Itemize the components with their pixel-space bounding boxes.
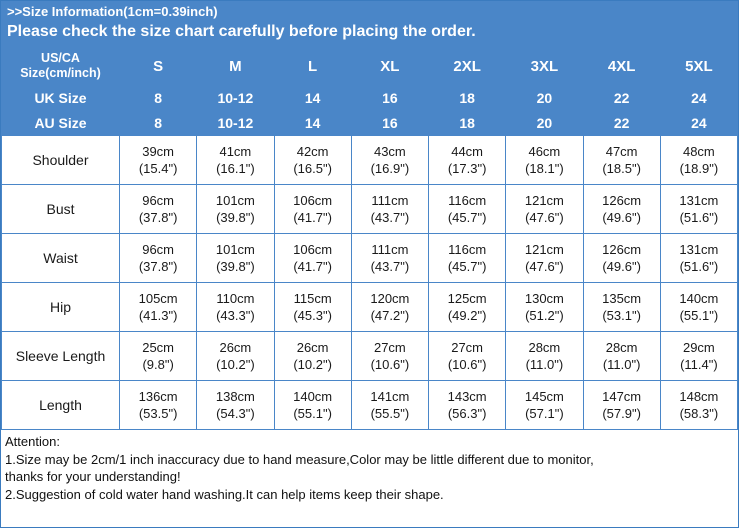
measurement-inch: (11.0") — [525, 357, 564, 372]
measurement-cell — [351, 283, 428, 332]
measurement-cell — [583, 136, 660, 185]
measurement-cell — [583, 185, 660, 234]
measurement-cell — [506, 381, 583, 430]
measurement-cell — [583, 381, 660, 430]
measurement-cm: 46cm — [528, 144, 561, 159]
measurement-cm: 140cm — [293, 389, 333, 404]
measurement-cm: 105cm — [138, 291, 178, 306]
measurement-inch: (47.6") — [525, 259, 564, 274]
measurement-inch: (18.5") — [602, 161, 641, 176]
measurement-inch: (16.1") — [216, 161, 255, 176]
row-label: Shoulder — [2, 136, 120, 185]
uk-size-cell: 14 — [274, 86, 351, 111]
measurement-cm: 130cm — [524, 291, 564, 306]
table-row-uk-size — [2, 86, 738, 111]
measurement-cm: 126cm — [602, 242, 642, 257]
measurement-inch: (53.5") — [138, 406, 178, 421]
measurement-inch: (15.4") — [138, 161, 178, 176]
measurement-cell — [197, 136, 274, 185]
au-size-cell: 20 — [506, 111, 583, 136]
size-header-cell: 2XL — [429, 47, 506, 86]
measurement-cm: 141cm — [370, 389, 410, 404]
measurement-inch: (11.0") — [602, 357, 641, 372]
measurement-cm: 111cm — [371, 242, 409, 257]
measurement-cm: 96cm — [142, 242, 175, 257]
measurement-inch: (17.3") — [447, 161, 487, 176]
measurement-cm: 47cm — [605, 144, 638, 159]
measurement-inch: (51.6") — [679, 210, 719, 225]
measurement-cell — [274, 136, 351, 185]
measurement-cm: 29cm — [682, 340, 715, 355]
uk-size-cell: 24 — [660, 86, 737, 111]
measurement-cm: 140cm — [679, 291, 719, 306]
corner-label-line2: Size(cm/inch) — [20, 66, 101, 80]
row-label: Sleeve Length — [2, 332, 120, 381]
measurement-cm: 26cm — [219, 340, 252, 355]
table-row-au-size — [2, 111, 738, 136]
measurement-inch: (18.9") — [679, 161, 719, 176]
measurement-cell — [506, 234, 583, 283]
size-header-cell: M — [197, 47, 274, 86]
measurement-cm: 143cm — [447, 389, 487, 404]
measurement-cell — [274, 381, 351, 430]
size-header-cell: 4XL — [583, 47, 660, 86]
measurement-inch: (57.9") — [602, 406, 641, 421]
measurement-cm: 48cm — [682, 144, 715, 159]
measurement-cell — [197, 332, 274, 381]
measurement-inch: (43.7") — [370, 210, 410, 225]
measurement-cm: 135cm — [602, 291, 642, 306]
table-row — [2, 234, 738, 283]
attention-note-2: 2.Suggestion of cold water hand washing.It can help items keep their shape. — [5, 486, 444, 502]
measurement-cm: 121cm — [524, 193, 564, 208]
corner-label-line1: US/CA — [41, 51, 80, 65]
measurement-cell — [660, 136, 737, 185]
measurement-cell — [274, 234, 351, 283]
measurement-inch: (55.5") — [370, 406, 410, 421]
measurement-cell — [583, 283, 660, 332]
table-row — [2, 332, 738, 381]
au-size-cell: 10-12 — [197, 111, 274, 136]
measurement-inch: (10.2") — [216, 357, 255, 372]
measurement-cell — [429, 185, 506, 234]
measurement-cm: 106cm — [293, 242, 333, 257]
measurement-cm: 25cm — [142, 340, 175, 355]
au-size-label: AU Size — [2, 111, 120, 136]
measurement-cm: 116cm — [448, 193, 487, 208]
measurement-cm: 126cm — [602, 193, 642, 208]
measurement-inch: (49.6") — [602, 210, 641, 225]
size-header-cell: S — [120, 47, 197, 86]
measurement-inch: (16.5") — [293, 161, 332, 176]
measurement-cell — [506, 185, 583, 234]
size-header-cell: 3XL — [506, 47, 583, 86]
measurement-inch: (47.2") — [370, 308, 410, 323]
attention-title: Attention: — [5, 434, 60, 449]
measurement-cm: 131cm — [679, 242, 719, 257]
measurement-inch: (53.1") — [602, 308, 641, 323]
measurement-cm: 138cm — [215, 389, 255, 404]
measurement-inch: (16.9") — [370, 161, 410, 176]
measurement-inch: (37.8") — [138, 210, 178, 225]
measurement-inch: (54.3") — [216, 406, 255, 421]
measurement-cell — [197, 185, 274, 234]
uk-size-cell: 16 — [351, 86, 428, 111]
au-size-cell: 18 — [429, 111, 506, 136]
measurement-inch: (51.2") — [525, 308, 564, 323]
measurement-cell — [197, 234, 274, 283]
au-size-cell: 14 — [274, 111, 351, 136]
attention-note-1-cont: thanks for your understanding! — [5, 469, 181, 484]
chart-header — [1, 1, 738, 46]
measurement-cell — [197, 381, 274, 430]
measurement-cm: 41cm — [219, 144, 252, 159]
uk-size-cell: 8 — [120, 86, 197, 111]
measurement-cm: 136cm — [138, 389, 178, 404]
measurement-cell — [120, 234, 197, 283]
measurement-cell — [120, 185, 197, 234]
measurement-cell — [429, 234, 506, 283]
measurement-cm: 111cm — [371, 193, 409, 208]
measurement-cm: 121cm — [524, 242, 564, 257]
measurement-cell — [429, 283, 506, 332]
measurement-cell — [660, 332, 737, 381]
measurement-inch: (49.6") — [602, 259, 641, 274]
measurement-inch: (41.7") — [293, 259, 332, 274]
measurement-inch: (45.7") — [447, 210, 487, 225]
row-label: Waist — [2, 234, 120, 283]
measurement-cell — [429, 332, 506, 381]
measurement-inch: (55.1") — [293, 406, 332, 421]
attention-note-1: 1.Size may be 2cm/1 inch inaccuracy due to hand measure,Color may be little different due to monitor, — [5, 451, 594, 467]
measurement-inch: (39.8") — [216, 210, 255, 225]
measurement-cell — [274, 332, 351, 381]
uk-size-cell: 10-12 — [197, 86, 274, 111]
measurements-table — [1, 46, 738, 430]
measurement-cell — [274, 185, 351, 234]
measurement-inch: (9.8") — [142, 357, 174, 372]
measurement-cell — [429, 136, 506, 185]
size-header-cell: XL — [351, 47, 428, 86]
measurement-inch: (45.7") — [447, 259, 487, 274]
measurement-cell — [351, 332, 428, 381]
uk-size-cell: 20 — [506, 86, 583, 111]
measurement-cell — [351, 381, 428, 430]
measurement-cm: 101cm — [215, 193, 255, 208]
measurement-cm: 42cm — [296, 144, 329, 159]
uk-size-label: UK Size — [2, 86, 120, 111]
measurement-inch: (43.7") — [370, 259, 410, 274]
measurement-cm: 27cm — [373, 340, 406, 355]
table-header-row-sizes — [2, 47, 738, 86]
measurement-inch: (41.3") — [138, 308, 178, 323]
measurement-inch: (55.1") — [679, 308, 719, 323]
measurement-cm: 43cm — [373, 144, 406, 159]
au-size-cell: 24 — [660, 111, 737, 136]
measurement-cell — [274, 283, 351, 332]
uk-size-cell: 18 — [429, 86, 506, 111]
measurement-cm: 39cm — [142, 144, 175, 159]
measurement-cell — [660, 283, 737, 332]
measurement-cm: 26cm — [296, 340, 329, 355]
row-label: Length — [2, 381, 120, 430]
size-information-title: >>Size Information(1cm=0.39inch) — [7, 4, 218, 19]
measurement-cell — [660, 185, 737, 234]
measurement-cm: 120cm — [370, 291, 410, 306]
measurement-inch: (47.6") — [525, 210, 564, 225]
au-size-cell: 16 — [351, 111, 428, 136]
table-row — [2, 381, 738, 430]
size-chart-notice: Please check the size chart carefully before placing the order. — [7, 23, 476, 40]
measurement-inch: (49.2") — [447, 308, 487, 323]
measurement-inch: (41.7") — [293, 210, 332, 225]
measurement-cm: 106cm — [293, 193, 333, 208]
measurement-cell — [351, 234, 428, 283]
measurement-cell — [120, 332, 197, 381]
measurement-cell — [351, 185, 428, 234]
measurement-cm: 125cm — [447, 291, 487, 306]
measurement-cell — [506, 136, 583, 185]
measurement-cm: 96cm — [142, 193, 175, 208]
measurement-inch: (11.4") — [680, 357, 718, 372]
measurement-inch: (57.1") — [525, 406, 564, 421]
measurement-cm: 27cm — [451, 340, 484, 355]
measurement-inch: (43.3") — [216, 308, 255, 323]
measurement-cm: 101cm — [215, 242, 255, 257]
measurement-cell — [120, 136, 197, 185]
measurement-cm: 115cm — [293, 291, 332, 306]
measurement-cell — [583, 234, 660, 283]
size-header-cell: L — [274, 47, 351, 86]
au-size-cell: 22 — [583, 111, 660, 136]
measurement-cell — [197, 283, 274, 332]
measurement-cell — [120, 381, 197, 430]
table-row — [2, 136, 738, 185]
measurement-inch: (39.8") — [216, 259, 255, 274]
table-row — [2, 283, 738, 332]
measurement-inch: (10.2") — [293, 357, 332, 372]
measurement-cell — [583, 332, 660, 381]
corner-label-cell — [2, 47, 120, 86]
measurement-inch: (10.6") — [447, 357, 487, 372]
measurement-cm: 44cm — [451, 144, 484, 159]
measurement-inch: (18.1") — [525, 161, 564, 176]
measurement-cm: 148cm — [679, 389, 719, 404]
measurement-cm: 28cm — [528, 340, 561, 355]
measurement-cm: 116cm — [448, 242, 487, 257]
measurement-inch: (10.6") — [370, 357, 410, 372]
measurement-cm: 145cm — [524, 389, 564, 404]
measurement-cell — [660, 234, 737, 283]
measurement-cm: 131cm — [679, 193, 719, 208]
measurement-cell — [351, 136, 428, 185]
measurement-inch: (37.8") — [138, 259, 178, 274]
size-header-cell: 5XL — [660, 47, 737, 86]
au-size-cell: 8 — [120, 111, 197, 136]
measurement-cell — [506, 332, 583, 381]
measurement-cm: 28cm — [605, 340, 638, 355]
measurement-inch: (51.6") — [679, 259, 719, 274]
table-row — [2, 185, 738, 234]
uk-size-cell: 22 — [583, 86, 660, 111]
measurement-inch: (58.3") — [679, 406, 719, 421]
measurement-cell — [429, 381, 506, 430]
measurement-cm: 147cm — [602, 389, 642, 404]
measurement-cell — [506, 283, 583, 332]
row-label: Hip — [2, 283, 120, 332]
measurement-cm: 110cm — [216, 291, 255, 306]
measurement-inch: (56.3") — [447, 406, 487, 421]
measurement-cell — [120, 283, 197, 332]
attention-notes — [1, 430, 738, 527]
row-label: Bust — [2, 185, 120, 234]
measurement-cell — [660, 381, 737, 430]
measurement-inch: (45.3") — [293, 308, 332, 323]
